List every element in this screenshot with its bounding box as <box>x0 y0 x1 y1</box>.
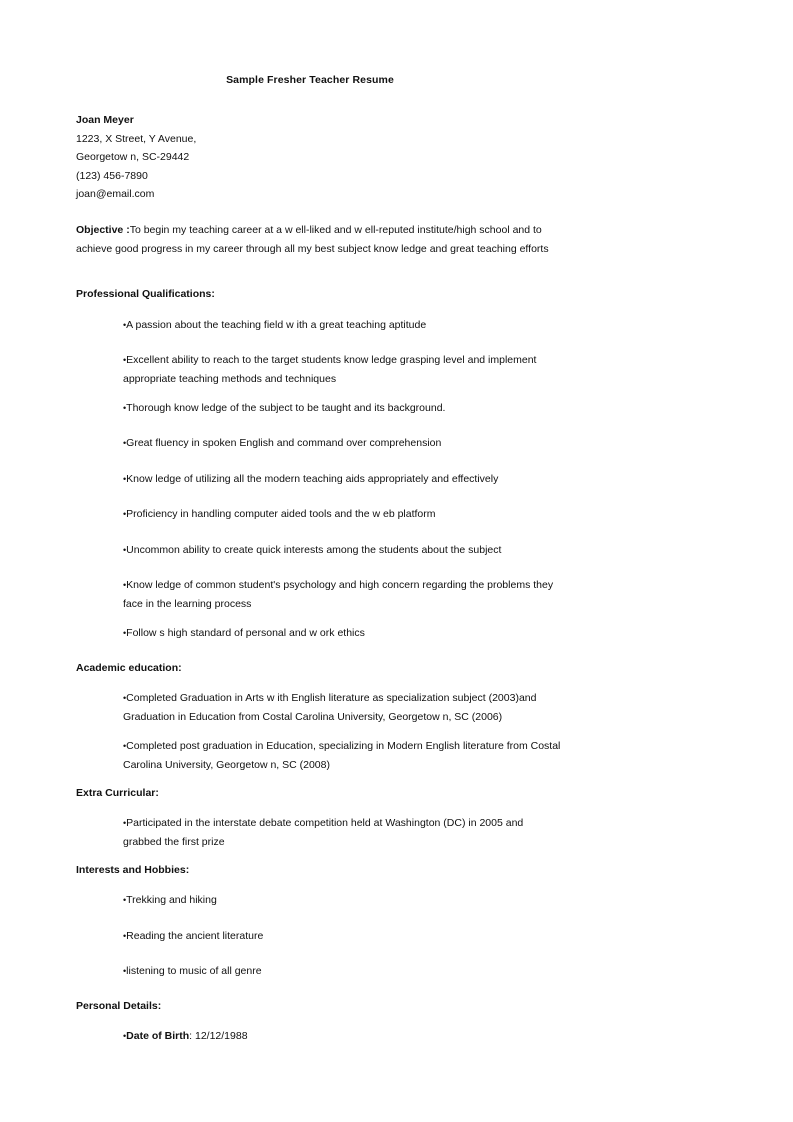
bullet-icon: • <box>123 1031 127 1041</box>
list-item <box>123 470 563 489</box>
list-item <box>123 505 563 524</box>
bullet-icon: • <box>123 741 127 751</box>
list-item <box>123 576 563 613</box>
bullet-icon: • <box>123 895 127 905</box>
list-item-text: Thorough know ledge of the subject to be taught and its background. <box>126 402 446 414</box>
list-item <box>123 927 563 946</box>
objective-text: To begin my teaching career at a w ell-liked and w ell-reputed institute/high school and to achieve good progress in my career through all my best subject know ledge and great teaching efforts <box>76 224 549 255</box>
bullet-icon: • <box>123 320 127 330</box>
list-item <box>123 399 563 418</box>
extra-curricular-heading: Extra Curricular: <box>76 787 159 799</box>
dob-label: Date of Birth <box>126 1030 190 1042</box>
list-item-text: A passion about the teaching field w ith a great teaching aptitude <box>126 319 427 331</box>
bullet-icon: • <box>123 509 127 519</box>
list-item <box>123 962 563 981</box>
list-item-text: Uncommon ability to create quick interests among the students about the subject <box>126 544 502 556</box>
list-item <box>123 541 563 560</box>
list-item <box>123 737 563 774</box>
list-item <box>123 689 563 726</box>
academic-heading: Academic education: <box>76 662 182 674</box>
list-item <box>123 891 563 910</box>
objective-paragraph <box>76 221 556 259</box>
list-item-text: Trekking and hiking <box>126 894 217 906</box>
document-title: Sample Fresher Teacher Resume <box>226 74 394 86</box>
list-item <box>123 316 563 335</box>
bullet-icon: • <box>123 931 127 941</box>
list-item-text: Know ledge of utilizing all the modern teaching aids appropriately and effectively <box>126 473 499 485</box>
personal-details-heading: Personal Details: <box>76 1000 162 1012</box>
address-line-2: Georgetow n, SC-29442 <box>76 151 190 163</box>
list-item <box>123 351 563 388</box>
list-item-text: Participated in the interstate debate competition held at Washington (DC) in 2005 and grabbed the first prize <box>123 817 524 848</box>
bullet-icon: • <box>123 628 127 638</box>
list-item-text: Completed post graduation in Education, specializing in Modern English literature from Costal Carolina University, Georgetow n, SC (2008) <box>123 740 561 771</box>
list-item-text: Completed Graduation in Arts w ith English literature as specialization subject (2003)and Graduation in Education from Costal Carolina University, Georgetow n, SC (2006) <box>123 692 537 723</box>
bullet-icon: • <box>123 818 127 828</box>
bullet-icon: • <box>123 438 127 448</box>
bullet-icon: • <box>123 474 127 484</box>
bullet-icon: • <box>123 580 127 590</box>
list-item-text: listening to music of all genre <box>126 965 262 977</box>
list-item-text: Reading the ancient literature <box>126 930 264 942</box>
interests-heading: Interests and Hobbies: <box>76 864 190 876</box>
list-item-text: Great fluency in spoken English and command over comprehension <box>126 437 442 449</box>
list-item-text: Follow s high standard of personal and w ork ethics <box>126 627 365 639</box>
candidate-name: Joan Meyer <box>76 114 134 126</box>
bullet-icon: • <box>123 966 127 976</box>
bullet-icon: • <box>123 545 127 555</box>
list-item <box>123 624 563 643</box>
bullet-icon: • <box>123 355 127 365</box>
objective-label: Objective : <box>76 224 130 236</box>
email-address: joan@email.com <box>76 188 155 200</box>
bullet-icon: • <box>123 693 127 703</box>
list-item-text: Excellent ability to reach to the target students know ledge grasping level and implement appropriate teaching methods and techniques <box>123 354 537 385</box>
qualifications-heading: Professional Qualifications: <box>76 288 215 300</box>
phone-number: (123) 456-7890 <box>76 169 148 182</box>
address-line-1: 1223, X Street, Y Avenue, <box>76 132 197 145</box>
list-item <box>123 814 563 851</box>
bullet-icon: • <box>123 403 127 413</box>
list-item <box>123 434 563 453</box>
dob-value: : 12/12/1988 <box>189 1030 248 1042</box>
list-item-text: Proficiency in handling computer aided tools and the w eb platform <box>126 508 436 520</box>
contact-block <box>76 111 196 204</box>
list-item <box>123 1027 563 1046</box>
list-item-text: Know ledge of common student's psychology and high concern regarding the problems they face in the learning process <box>123 579 554 610</box>
